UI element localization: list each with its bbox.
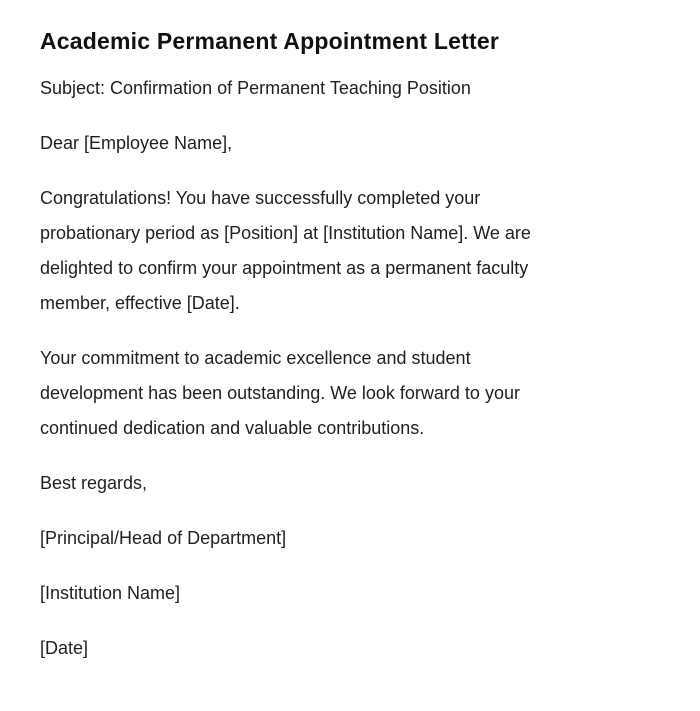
subject-line: Subject: Confirmation of Permanent Teaching Position (40, 78, 471, 98)
signature-role-line: [Principal/Head of Department] (40, 528, 287, 548)
closing-line: Best regards, (40, 473, 148, 493)
body-line: Your commitment to academic excellence and student (40, 348, 471, 368)
body-paragraph-1 (40, 181, 660, 321)
signature-role-paragraph (40, 521, 660, 556)
signature-date-line: [Date] (40, 638, 89, 658)
signature-institution-paragraph (40, 576, 660, 611)
body-line: delighted to confirm your appointment as a permanent faculty (40, 258, 529, 278)
body-line: Congratulations! You have successfully completed your (40, 188, 481, 208)
subject-paragraph (40, 71, 660, 106)
body-paragraph-2 (40, 341, 660, 446)
page-title: Academic Permanent Appointment Letter (40, 28, 499, 54)
body-line: probationary period as [Position] at [Institution Name]. We are (40, 223, 531, 243)
body-line: continued dedication and valuable contributions. (40, 418, 425, 438)
closing-paragraph (40, 466, 660, 501)
signature-date-paragraph (40, 631, 660, 666)
salutation-paragraph (40, 126, 660, 161)
salutation-line: Dear [Employee Name], (40, 133, 233, 153)
body-line: development has been outstanding. We look forward to your (40, 383, 520, 403)
signature-institution-line: [Institution Name] (40, 583, 181, 603)
body-line: member, effective [Date]. (40, 293, 240, 313)
